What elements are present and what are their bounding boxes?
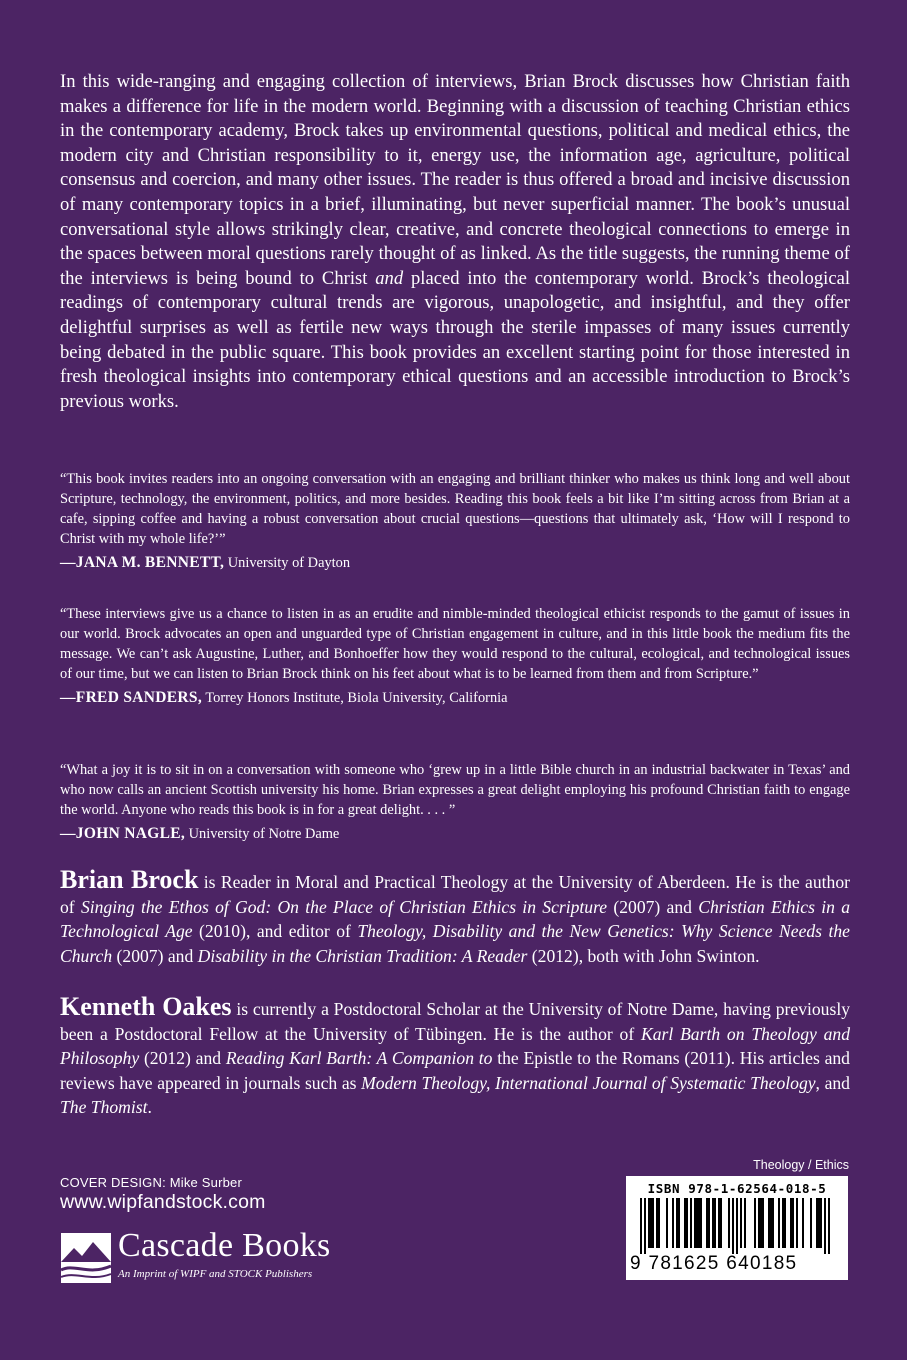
barcode-bar [696, 1198, 698, 1248]
barcode-bar [728, 1198, 730, 1248]
barcode-bar [802, 1198, 804, 1248]
barcode-bar [796, 1198, 798, 1248]
blurb-text-1: In this wide-ranging and engaging collection of interviews, Brian Brock discusses how Christian faith makes a difference for life in the modern world. Beginning with a discussion of teaching Christian ethics in the contemporary academy, Brock takes up environmental questions, political and medical ethics, the modern city and Christian responsibility to it, energy use, the information age, agriculture, political consensus and coercion, and many other issues. The reader is thus offered a broad and incisive discussion of many contemporary topics in a brief, illuminating, but never superficial manner. The book’s unusual conversational style allows strikingly clear, creative, and concrete theological connections to emerge in the spaces between moral questions rarely thought of as linked. As the title suggests, the running theme of the interviews is being bound to Christ [60, 71, 850, 289]
barcode-bar [694, 1198, 696, 1248]
barcode-bar [768, 1198, 770, 1248]
barcode-bar [744, 1198, 746, 1248]
barcode-bar [676, 1198, 678, 1248]
barcode-bar [732, 1198, 734, 1254]
blurb-text-2: placed into the contemporary world. Brock’s theological readings of contemporary cultural trends are vigorous, unapologetic, and insightful, and they offer delightful surprises as well as fertile new ways through the sterile impasses of many issues currently being debated in the public square. This book provides an excellent starting point for those interested in fresh theological insights into contemporary ethical questions and an accessible introduction to Brock’s previous works. [60, 267, 850, 412]
endorsement-attribution [60, 824, 850, 844]
endorser-name: —JANA M. BENNETT, [60, 554, 225, 571]
endorser-name: —FRED SANDERS, [60, 689, 202, 706]
barcode-bar [658, 1198, 660, 1248]
barcode-bar [754, 1198, 756, 1248]
blurb-emphasis: and [375, 267, 404, 289]
cover-designer: Mike Surber [169, 1175, 242, 1190]
bio-kenneth-oakes: Kenneth Oakes is currently a Postdoctoral Scholar at the University of Notre Dame, having previously been a Postdoctoral Fellow at the University of Tübingen. He is the author of Karl Barth on Theology and Philosophy (2012) and Reading Karl Barth: A Companion to the Epistle to the Romans (2011). His articles and reviews have appeared in journals such as Modern Theology, International Journal of Systematic Theology, and The Thomist. [60, 992, 850, 1117]
barcode-bar [678, 1198, 680, 1248]
barcode-bar [718, 1198, 720, 1248]
barcode-bar [790, 1198, 792, 1248]
barcode-bar [648, 1198, 650, 1248]
publisher-imprint: An Imprint of WIPF and STOCK Publishers [118, 1268, 313, 1280]
barcode-bar [652, 1198, 654, 1248]
barcode-bar [672, 1198, 674, 1248]
barcode-bar [640, 1198, 642, 1254]
publisher-name: Cascade Books [118, 1227, 331, 1264]
barcode-bar [772, 1198, 774, 1248]
barcode-bar [758, 1198, 760, 1248]
barcode-bar [784, 1198, 786, 1248]
publisher-logo [60, 1227, 380, 1284]
barcode-bar [740, 1198, 742, 1248]
barcode-bar [760, 1198, 762, 1248]
barcode-bar [650, 1198, 652, 1248]
endorsement-2 [60, 604, 850, 708]
barcode-bar [824, 1198, 826, 1254]
barcode-bar [810, 1198, 812, 1248]
barcode-bar [700, 1198, 702, 1248]
cover-design-credit [60, 1175, 242, 1190]
barcode-bar [792, 1198, 794, 1248]
isbn-label: ISBN 978-1-62564-018-5 [647, 1181, 827, 1196]
endorsement-3 [60, 760, 850, 844]
barcode-bar [684, 1198, 686, 1248]
endorsement-attribution [60, 688, 850, 708]
barcode-bar [666, 1198, 668, 1248]
publisher-website[interactable]: www.wipfandstock.com [60, 1191, 266, 1213]
barcode-bar [736, 1198, 738, 1254]
barcode-bar [816, 1198, 818, 1248]
author-name: Brian Brock [60, 865, 199, 894]
endorser-name: —JOHN NAGLE, [60, 825, 186, 842]
endorsement-text: “This book invites readers into an ongoing conversation with an engaging and brilliant thinker who makes us think long and well about Scripture, technology, the environment, politics, and more besides. Reading this book feels a bit like I’m sitting across from Brian at a cafe, sipping coffee and having a robust conversation about crucial questions—questions that ultimately ask, ‘How will I respond to Christ with my whole life?’” [60, 471, 850, 547]
bio-brian-brock: Brian Brock is Reader in Moral and Practical Theology at the University of Aberdeen. He is the author of Singing the Ethos of God: On the Place of Christian Ethics in Scripture (2007) and Christian Ethics in a Technological Age (2010), and editor of Theology, Disability and the New Genetics: Why Science Needs the Church (2007) and Disability in the Christian Tradition: A Reader (2012), both with John Swinton. [60, 865, 850, 966]
barcode-bar [708, 1198, 710, 1248]
barcode-bar [820, 1198, 822, 1248]
barcode-bar [828, 1198, 830, 1254]
description-blurb [60, 70, 850, 414]
barcode-bar [762, 1198, 764, 1248]
barcode-bar [712, 1198, 714, 1248]
endorser-affiliation: University of Dayton [227, 555, 351, 571]
subject-category: Theology / Ethics [753, 1158, 849, 1172]
barcode-bar [698, 1198, 700, 1248]
barcode-bar [778, 1198, 780, 1248]
isbn-barcode [626, 1176, 848, 1280]
barcode-bar [706, 1198, 708, 1248]
barcode-bar [782, 1198, 784, 1248]
barcode-bar [686, 1198, 688, 1248]
barcode-bar [656, 1198, 658, 1248]
barcode-digits: 9 781625 640185 [630, 1253, 798, 1274]
endorsement-attribution [60, 553, 850, 573]
mountain-logo-icon [60, 1232, 112, 1284]
author-name: Kenneth Oakes [60, 992, 232, 1021]
endorsement-text: “These interviews give us a chance to listen in as an erudite and nimble-minded theological ethicist responds to the gamut of issues in our world. Brock advocates an open and unguarded type of Christian engagement in culture, and in this little book the medium fits the message. We can’t ask Augustine, Luther, and Bonhoeffer how they would respond to the cultural, ecological, and technological issues of our time, but we can listen to Brian Brock think on his feet about what is to be learned from them and from Scripture.” [60, 606, 850, 682]
barcode-bar [714, 1198, 716, 1248]
endorsement-text: “What a joy it is to sit in on a conversation with someone who ‘grew up in a little Bible church in an industrial backwater in Texas’ and who now calls an ancient Scottish university his home. Brian expresses a great delight employing his profound Christian faith to engage the world. Anyone who reads this book is in for a great delight. . . . ” [60, 762, 850, 818]
endorser-affiliation: Torrey Honors Institute, Biola University, California [205, 690, 508, 706]
endorser-affiliation: University of Notre Dame [188, 826, 340, 842]
barcode-bar [770, 1198, 772, 1248]
barcode-bar [644, 1198, 646, 1254]
endorsement-1 [60, 469, 850, 573]
barcode-bar [720, 1198, 722, 1248]
cover-design-label: COVER DESIGN: [60, 1175, 166, 1190]
barcode-bar [818, 1198, 820, 1248]
barcode-bars [636, 1198, 838, 1254]
barcode-bar [690, 1198, 692, 1248]
